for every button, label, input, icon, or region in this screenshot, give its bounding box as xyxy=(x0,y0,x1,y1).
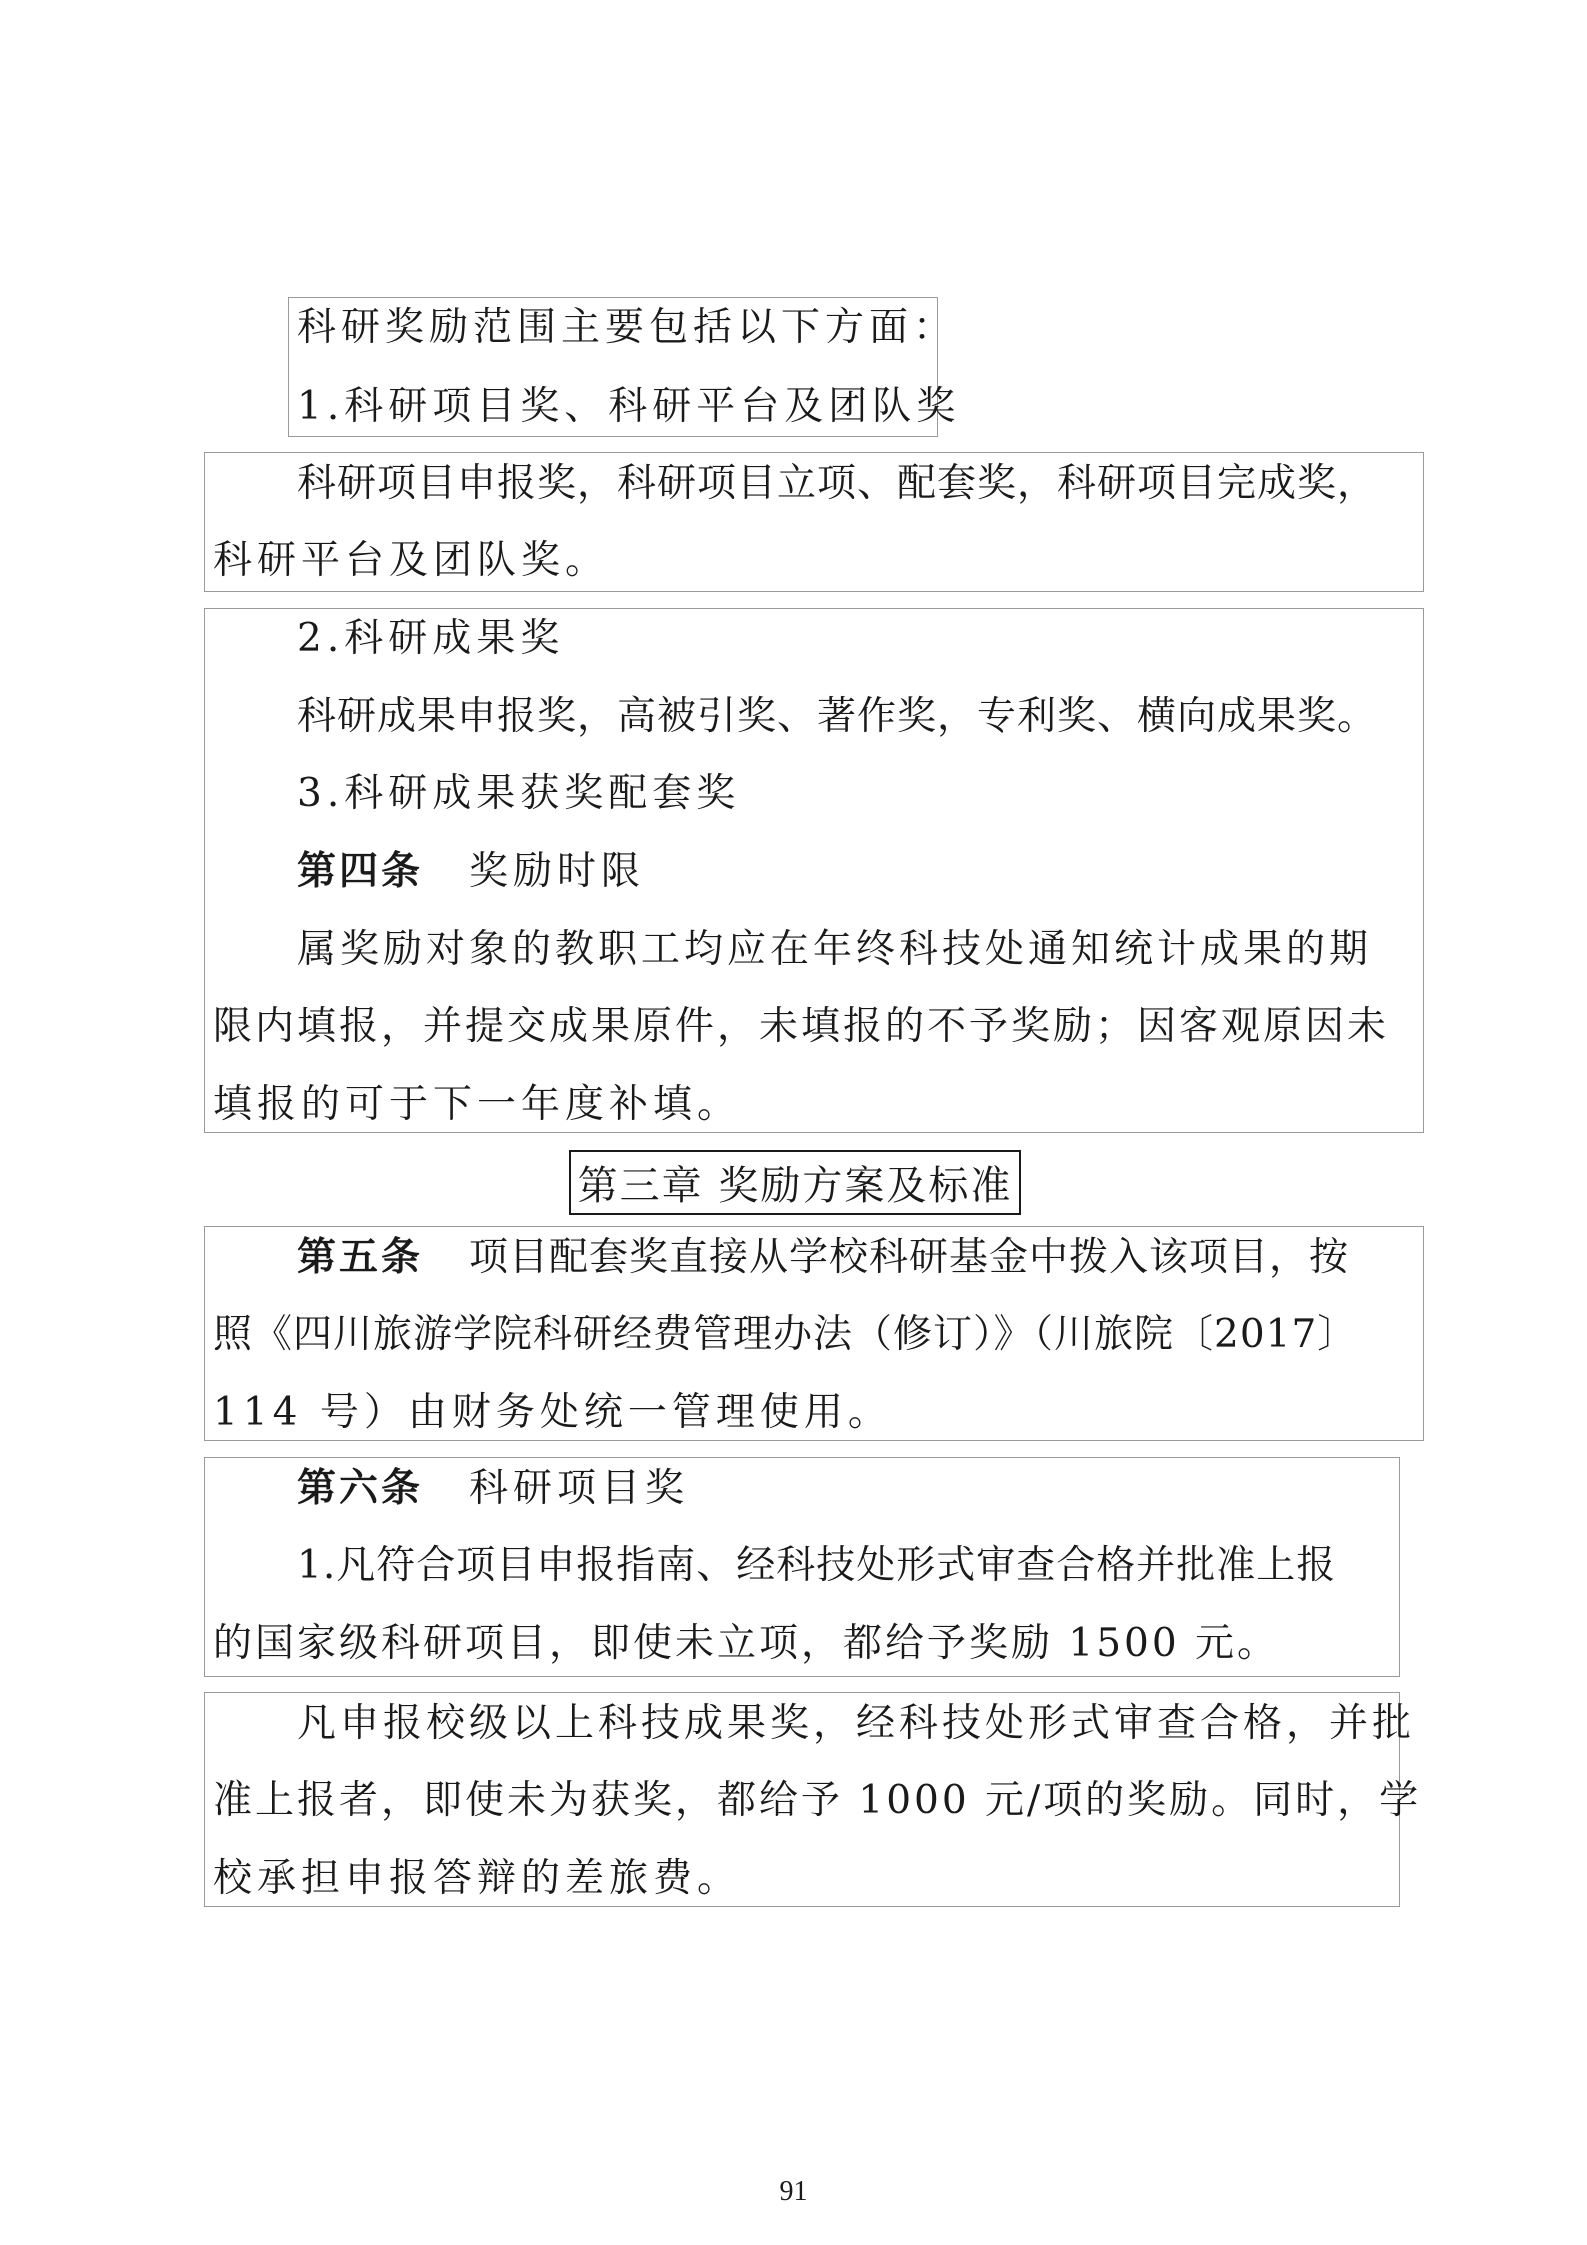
article4-para-line1: 属奖励对象的教职工均应在年终科技处通知统计成果的期 xyxy=(297,927,1373,972)
chapter3-heading: 第三章 奖励方案及标准 xyxy=(569,1150,1021,1215)
item1-detail-line1: 科研项目申报奖，科研项目立项、配套奖，科研项目完成奖， xyxy=(297,461,1378,506)
achievement-award-line3: 校承担申报答辩的差旅费。 xyxy=(213,1856,742,1901)
article5-text: 项目配套奖直接从学校科研基金中拨入该项目，按 xyxy=(469,1235,1350,1280)
article5-label: 第五条 xyxy=(297,1235,424,1280)
article6-label: 第六条 xyxy=(297,1466,424,1511)
article6-item1-line1: 1.凡符合项目申报指南、经科技处形式审查合格并批准上报 xyxy=(297,1543,1337,1588)
article5-line1 xyxy=(297,1235,1350,1280)
item2-heading: 2.科研成果奖 xyxy=(297,616,565,661)
item3-heading: 3.科研成果获奖配套奖 xyxy=(297,771,741,816)
article4-heading xyxy=(297,849,646,894)
article4-title: 奖励时限 xyxy=(469,849,646,894)
article6-item1-line2: 的国家级科研项目，即使未立项，都给予奖励 1500 元。 xyxy=(213,1621,1280,1666)
article4-para-line2: 限内填报，并提交成果原件，未填报的不予奖励；因客观原因未 xyxy=(213,1004,1390,1049)
article6-title: 科研项目奖 xyxy=(469,1466,690,1511)
item1-heading: 1.科研项目奖、科研平台及团队奖 xyxy=(297,384,961,429)
achievement-award-line2: 准上报者，即使未为获奖，都给予 1000 元/项的奖励。同时，学 xyxy=(213,1778,1422,1823)
article5-line2: 照《四川旅游学院科研经费管理办法（修订）》（川旅院〔2017〕 xyxy=(213,1312,1358,1357)
article4-para-line3: 填报的可于下一年度补填。 xyxy=(213,1082,742,1127)
achievement-award-line1: 凡申报校级以上科技成果奖，经科技处形式审查合格，并批 xyxy=(297,1701,1416,1746)
reward-scope-intro: 科研奖励范围主要包括以下方面： xyxy=(297,305,958,350)
item2-detail: 科研成果申报奖，高被引奖、著作奖，专利奖、横向成果奖。 xyxy=(297,694,1378,739)
article6-heading xyxy=(297,1466,690,1511)
article5-line3: 114 号）由财务处统一管理使用。 xyxy=(213,1390,892,1435)
page-number: 91 xyxy=(779,2176,808,2207)
article4-label: 第四条 xyxy=(297,849,424,894)
item1-detail-line2: 科研平台及团队奖。 xyxy=(213,538,610,583)
